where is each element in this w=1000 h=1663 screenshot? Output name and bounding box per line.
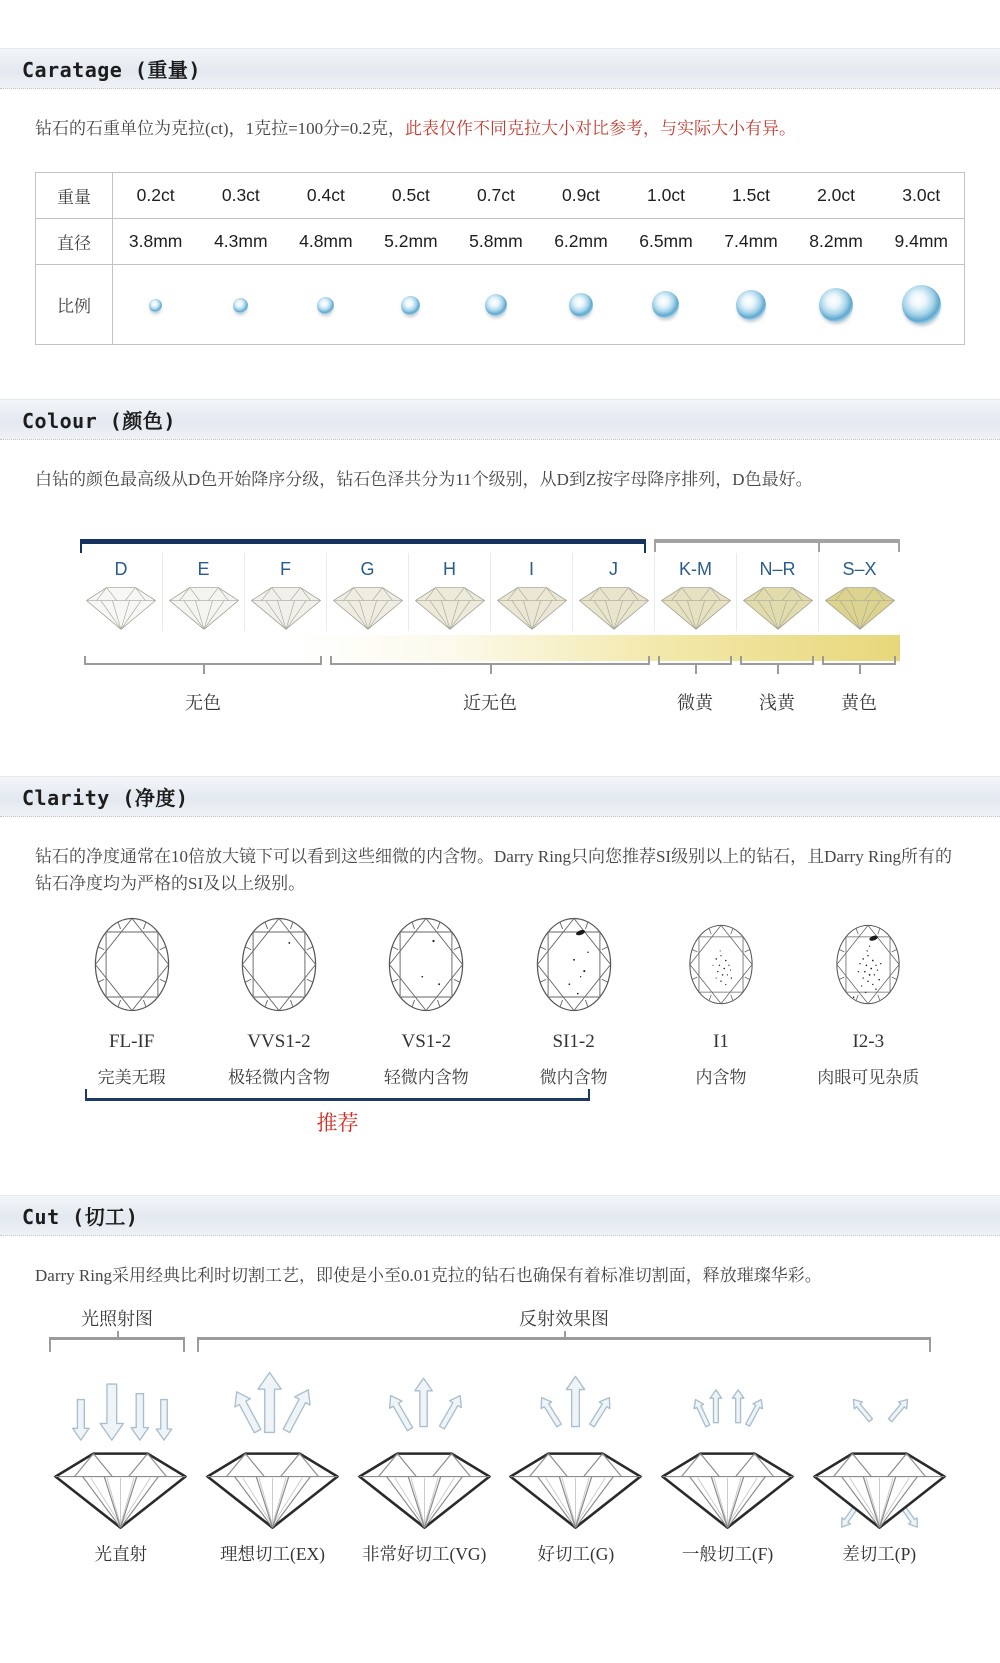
cut-bracket-line <box>49 1337 185 1352</box>
bracket-tick <box>859 664 861 674</box>
colour-grade-label: J <box>609 559 618 579</box>
clarity-diamond-wrap <box>795 909 942 1019</box>
clarity-intro: 钻石的净度通常在10倍放大镜下可以看到这些细微的内含物。Darry Ring只向您推荐SI级别以上的钻石，且Darry Ring所有的钻石净度均为严格的SI及以上级别。 <box>35 847 953 893</box>
clarity-diamond-icon <box>379 911 473 1018</box>
table-row <box>36 265 965 345</box>
yellow-gradient-bar <box>80 635 900 661</box>
diamond-icon <box>819 288 853 322</box>
caratage-title: Caratage (重量) <box>22 58 201 82</box>
diameter-cell: 6.5mm <box>623 219 708 265</box>
cut-grade-label: 光直射 <box>94 1544 148 1564</box>
diamond-icon <box>569 293 593 317</box>
colour-grade-label: N–R <box>759 559 796 579</box>
bracket-tick <box>203 664 205 674</box>
cut-intro: Darry Ring采用经典比利时切割工艺，即使是小至0.01克拉的钻石也确保有着标准切割面，释放璀璨华彩。 <box>35 1266 822 1285</box>
cut-diamond-icon <box>352 1351 497 1537</box>
clarity-grade-item <box>353 909 500 1088</box>
clarity-grade-item <box>58 909 205 1088</box>
weight-cell: 0.9ct <box>538 173 623 219</box>
colour-grade-label: I <box>528 559 534 579</box>
colour-category-label: 微黄 <box>677 693 713 713</box>
weight-cell: 0.4ct <box>283 173 368 219</box>
cut-diagram-item <box>348 1351 500 1537</box>
weight-cell: 0.7ct <box>453 173 538 219</box>
diameter-cell: 4.3mm <box>198 219 283 265</box>
weight-cell: 1.0ct <box>623 173 708 219</box>
diamond-icon <box>317 297 334 314</box>
weight-cell: 2.0ct <box>794 173 879 219</box>
colour-grade-column <box>80 553 162 631</box>
cut-diagram-item <box>652 1351 804 1537</box>
cut-diamond-icon <box>655 1351 800 1537</box>
cut-diagram-row <box>45 1351 955 1537</box>
colour-grade-label: F <box>280 559 291 579</box>
colour-diamond-icon <box>660 583 732 631</box>
bracket-tick <box>818 543 820 552</box>
diameter-cell: 4.8mm <box>283 219 368 265</box>
colour-category-group <box>740 663 814 715</box>
cut-bracket-group <box>49 1305 185 1352</box>
diamond-icon <box>652 291 679 318</box>
bracket-tick <box>564 1331 566 1339</box>
diamond-icon <box>233 298 248 313</box>
grade-range-bracket-gray <box>654 539 900 553</box>
bracket-tick <box>117 1331 119 1339</box>
clarity-diamond-wrap <box>353 909 500 1019</box>
colour-grade-column <box>736 553 818 631</box>
clarity-diamond-wrap <box>647 909 794 1019</box>
scale-cell <box>623 265 708 345</box>
cut-diamond-icon <box>807 1351 952 1537</box>
scale-cell <box>709 265 794 345</box>
bracket-tick <box>490 664 492 674</box>
clarity-grade-item <box>500 909 647 1088</box>
clarity-grade-item <box>795 909 942 1088</box>
cut-top-brackets <box>45 1305 955 1351</box>
weight-cell: 0.3ct <box>198 173 283 219</box>
colour-category-group <box>822 663 896 715</box>
colour-diamond-icon <box>168 583 240 631</box>
clarity-grade-code: VVS1-2 <box>247 1031 311 1052</box>
colour-grade-columns <box>80 553 900 631</box>
colour-diamond-icon <box>332 583 404 631</box>
caratage-intro-warning: 此表仅作不同克拉大小对比参考，与实际大小有异。 <box>405 119 797 138</box>
diameter-cell: 3.8mm <box>113 219 199 265</box>
diamond-icon <box>485 294 507 316</box>
clarity-grade-code: VS1-2 <box>401 1031 452 1052</box>
colour-title: Colour (颜色) <box>22 409 176 433</box>
colour-grade-column <box>244 553 326 631</box>
caratage-intro <box>35 115 965 142</box>
cut-bracket-group <box>197 1305 931 1352</box>
colour-diamond-icon <box>496 583 568 631</box>
clarity-title: Clarity (净度) <box>22 786 189 810</box>
cut-header <box>0 1195 1000 1236</box>
colour-intro: 白钻的颜色最高级从D色开始降序分级，钻石色泽共分为11个级别，从D到Z按字母降序排列，D色最好。 <box>35 470 813 489</box>
diamond-icon <box>401 296 420 315</box>
clarity-grade-desc: 轻微内含物 <box>383 1068 469 1087</box>
clarity-grade-desc: 肉眼可见杂质 <box>817 1068 920 1087</box>
colour-category-label: 无色 <box>185 693 221 713</box>
colour-category-brackets <box>80 663 900 719</box>
clarity-diamond-icon <box>232 911 326 1018</box>
grade-range-bracket-navy <box>80 539 646 553</box>
clarity-diamond-icon <box>828 919 908 1010</box>
cut-diamond-icon <box>200 1351 345 1537</box>
colour-diamond-icon <box>414 583 486 631</box>
cut-diamond-icon <box>503 1351 648 1537</box>
bracket-tick <box>777 664 779 674</box>
diameter-cell: 6.2mm <box>538 219 623 265</box>
cut-diagram-item <box>197 1351 349 1537</box>
diameter-cell: 7.4mm <box>709 219 794 265</box>
clarity-grade-row <box>58 909 942 1088</box>
colour-category-group <box>84 663 322 715</box>
colour-top-brackets <box>80 539 900 553</box>
cut-label-row <box>45 1541 955 1566</box>
colour-grade-column <box>326 553 408 631</box>
colour-diamond-icon <box>250 583 322 631</box>
clarity-grade-code: I2-3 <box>852 1031 885 1052</box>
colour-grade-column <box>572 553 654 631</box>
cut-grade-label: 非常好切工(VG) <box>361 1544 487 1564</box>
colour-grade-column <box>818 553 900 631</box>
cut-bracket-label: 反射效果图 <box>519 1309 609 1329</box>
clarity-diamond-icon <box>527 911 621 1018</box>
colour-header <box>0 399 1000 440</box>
clarity-grade-desc: 内含物 <box>695 1068 747 1087</box>
section-clarity <box>0 776 1000 1137</box>
cut-diagram-item <box>500 1351 652 1537</box>
scale-cell <box>538 265 623 345</box>
weight-cell: 3.0ct <box>879 173 965 219</box>
clarity-diamond-icon <box>85 911 179 1018</box>
clarity-grade-code: I1 <box>713 1031 729 1052</box>
cut-grade-label: 理想切工(EX) <box>220 1544 325 1564</box>
section-cut <box>0 1195 1000 1566</box>
colour-diamond-icon <box>824 583 896 631</box>
scale-cell <box>453 265 538 345</box>
cut-grade-label: 差切工(P) <box>842 1544 917 1564</box>
colour-grade-label: E <box>197 559 210 579</box>
diamond-icon <box>149 299 162 312</box>
cut-grade-label: 一般切工(F) <box>681 1544 774 1564</box>
section-colour <box>0 399 1000 719</box>
colour-grade-chart <box>80 539 900 719</box>
clarity-diamond-icon <box>681 919 761 1010</box>
page <box>0 48 1000 1566</box>
clarity-grade-item <box>647 909 794 1088</box>
clarity-diamond-wrap <box>205 909 352 1019</box>
diameter-cell: 5.2mm <box>368 219 453 265</box>
clarity-grade-code: FL-IF <box>108 1031 155 1052</box>
colour-grade-label: G <box>360 559 375 579</box>
colour-category-label: 黄色 <box>841 693 877 713</box>
colour-diamond-icon <box>742 583 814 631</box>
cut-grade-label: 好切工(G) <box>537 1544 615 1564</box>
clarity-grade-desc: 完美无瑕 <box>97 1068 166 1087</box>
diameter-cell: 9.4mm <box>879 219 965 265</box>
category-bracket <box>84 663 322 675</box>
cut-bracket-line <box>197 1337 931 1352</box>
clarity-header <box>0 776 1000 817</box>
weight-cell: 0.2ct <box>113 173 199 219</box>
caratage-intro-text: 钻石的石重单位为克拉(ct)，1克拉=100分=0.2克， <box>35 119 406 138</box>
diameter-cell: 5.8mm <box>453 219 538 265</box>
diamond-icon <box>736 290 766 320</box>
recommend-bracket <box>85 1090 590 1101</box>
clarity-grade-desc: 极轻微内含物 <box>227 1068 330 1087</box>
colour-grade-label: D <box>114 559 128 579</box>
colour-grade-label: K-M <box>679 559 712 579</box>
clarity-diamond-wrap <box>58 909 205 1019</box>
category-bracket <box>658 663 732 675</box>
row-header: 直径 <box>36 219 113 265</box>
caratage-header <box>0 48 1000 89</box>
clarity-diamond-wrap <box>500 909 647 1019</box>
row-header: 重量 <box>36 173 113 219</box>
cut-diamond-icon <box>48 1351 193 1537</box>
scale-cell <box>368 265 453 345</box>
clarity-grade-item <box>205 909 352 1088</box>
colour-grade-label: S–X <box>842 559 877 579</box>
colour-grade-label: H <box>443 559 456 579</box>
colour-category-group <box>330 663 650 715</box>
scale-cell <box>879 265 965 345</box>
scale-cell <box>283 265 368 345</box>
category-bracket <box>740 663 814 675</box>
table-row <box>36 173 965 219</box>
colour-grade-column <box>490 553 572 631</box>
cut-title: Cut (切工) <box>22 1205 139 1229</box>
diameter-cell: 8.2mm <box>794 219 879 265</box>
cut-diagram-item <box>803 1351 955 1537</box>
weight-cell: 0.5ct <box>368 173 453 219</box>
scale-cell <box>113 265 199 345</box>
colour-diamond-icon <box>85 583 157 631</box>
colour-category-label: 浅黄 <box>759 693 795 713</box>
recommend-label: 推荐 <box>316 1111 359 1135</box>
cut-diagram-item <box>45 1351 197 1537</box>
category-bracket <box>822 663 896 675</box>
cut-bracket-label: 光照射图 <box>81 1309 153 1329</box>
weight-cell: 1.5ct <box>709 173 794 219</box>
clarity-grade-code: SI1-2 <box>552 1031 595 1052</box>
caratage-table <box>35 172 965 345</box>
diamond-icon <box>902 285 941 324</box>
colour-diamond-icon <box>578 583 650 631</box>
scale-cell <box>794 265 879 345</box>
clarity-grade-desc: 微内含物 <box>539 1068 608 1087</box>
colour-grade-column <box>408 553 490 631</box>
colour-category-group <box>658 663 732 715</box>
colour-grade-column <box>654 553 736 631</box>
colour-grade-column <box>162 553 244 631</box>
category-bracket <box>330 663 650 675</box>
bracket-tick <box>695 664 697 674</box>
row-header: 比例 <box>36 265 113 345</box>
colour-category-label: 近无色 <box>463 693 517 713</box>
section-caratage <box>0 48 1000 345</box>
scale-cell <box>198 265 283 345</box>
table-row <box>36 219 965 265</box>
